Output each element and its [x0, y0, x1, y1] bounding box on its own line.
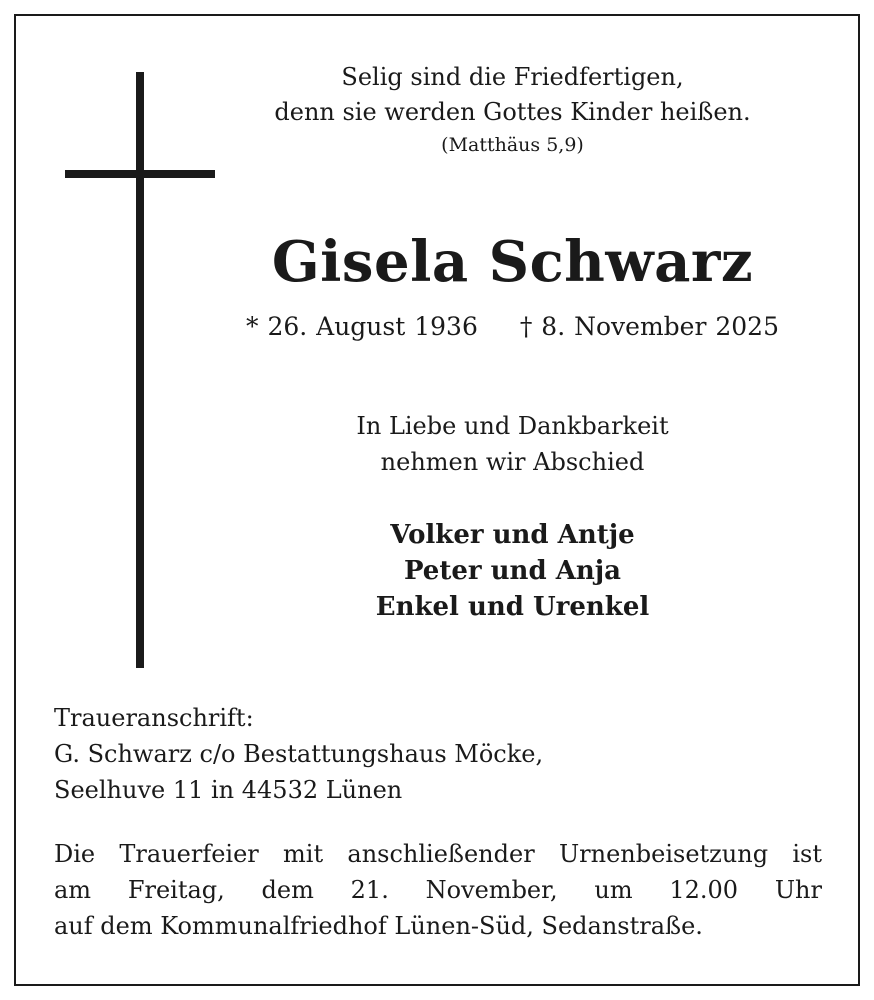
- mourning-address: [54, 700, 543, 808]
- mourners-list: [240, 517, 785, 625]
- address-line-2: Seelhuve 11 in 44532 Lünen: [54, 776, 403, 804]
- ceremony-info: [54, 836, 822, 944]
- cross-icon: [136, 72, 144, 668]
- death-date: † 8. November 2025: [519, 312, 779, 341]
- mourner-entry: Enkel und Urenkel: [375, 592, 650, 622]
- deceased-name: Gisela Schwarz: [271, 229, 754, 295]
- bible-verse: [240, 60, 785, 160]
- address-line-1: G. Schwarz c/o Bestattungshaus Möcke,: [54, 740, 544, 768]
- verse-line-1: Selig sind die Friedfertigen,: [341, 63, 684, 91]
- farewell-text: [240, 408, 785, 480]
- verse-line-2: denn sie werden Gottes Kinder heißen.: [274, 98, 751, 126]
- birth-date: * 26. August 1936: [246, 312, 478, 341]
- address-label: Traueranschrift:: [54, 704, 254, 732]
- mourner-entry: Peter und Anja: [403, 556, 622, 586]
- farewell-line-1: In Liebe und Dankbarkeit: [356, 412, 669, 440]
- mourner-entry: Volker und Antje: [390, 520, 635, 550]
- verse-reference: (Matthäus 5,9): [441, 134, 584, 156]
- cross-icon-bar: [65, 170, 215, 178]
- ceremony-line-3: auf dem Kommunalfriedhof Lünen-Süd, Sedanstraße.: [54, 912, 703, 940]
- farewell-line-2: nehmen wir Abschied: [380, 448, 645, 476]
- life-dates: [240, 308, 785, 346]
- ceremony-line-2: am Freitag, dem 21. November, um 12.00 Uhr: [54, 876, 822, 904]
- ceremony-line-1: Die Trauerfeier mit anschließender Urnenbeisetzung ist: [54, 840, 822, 868]
